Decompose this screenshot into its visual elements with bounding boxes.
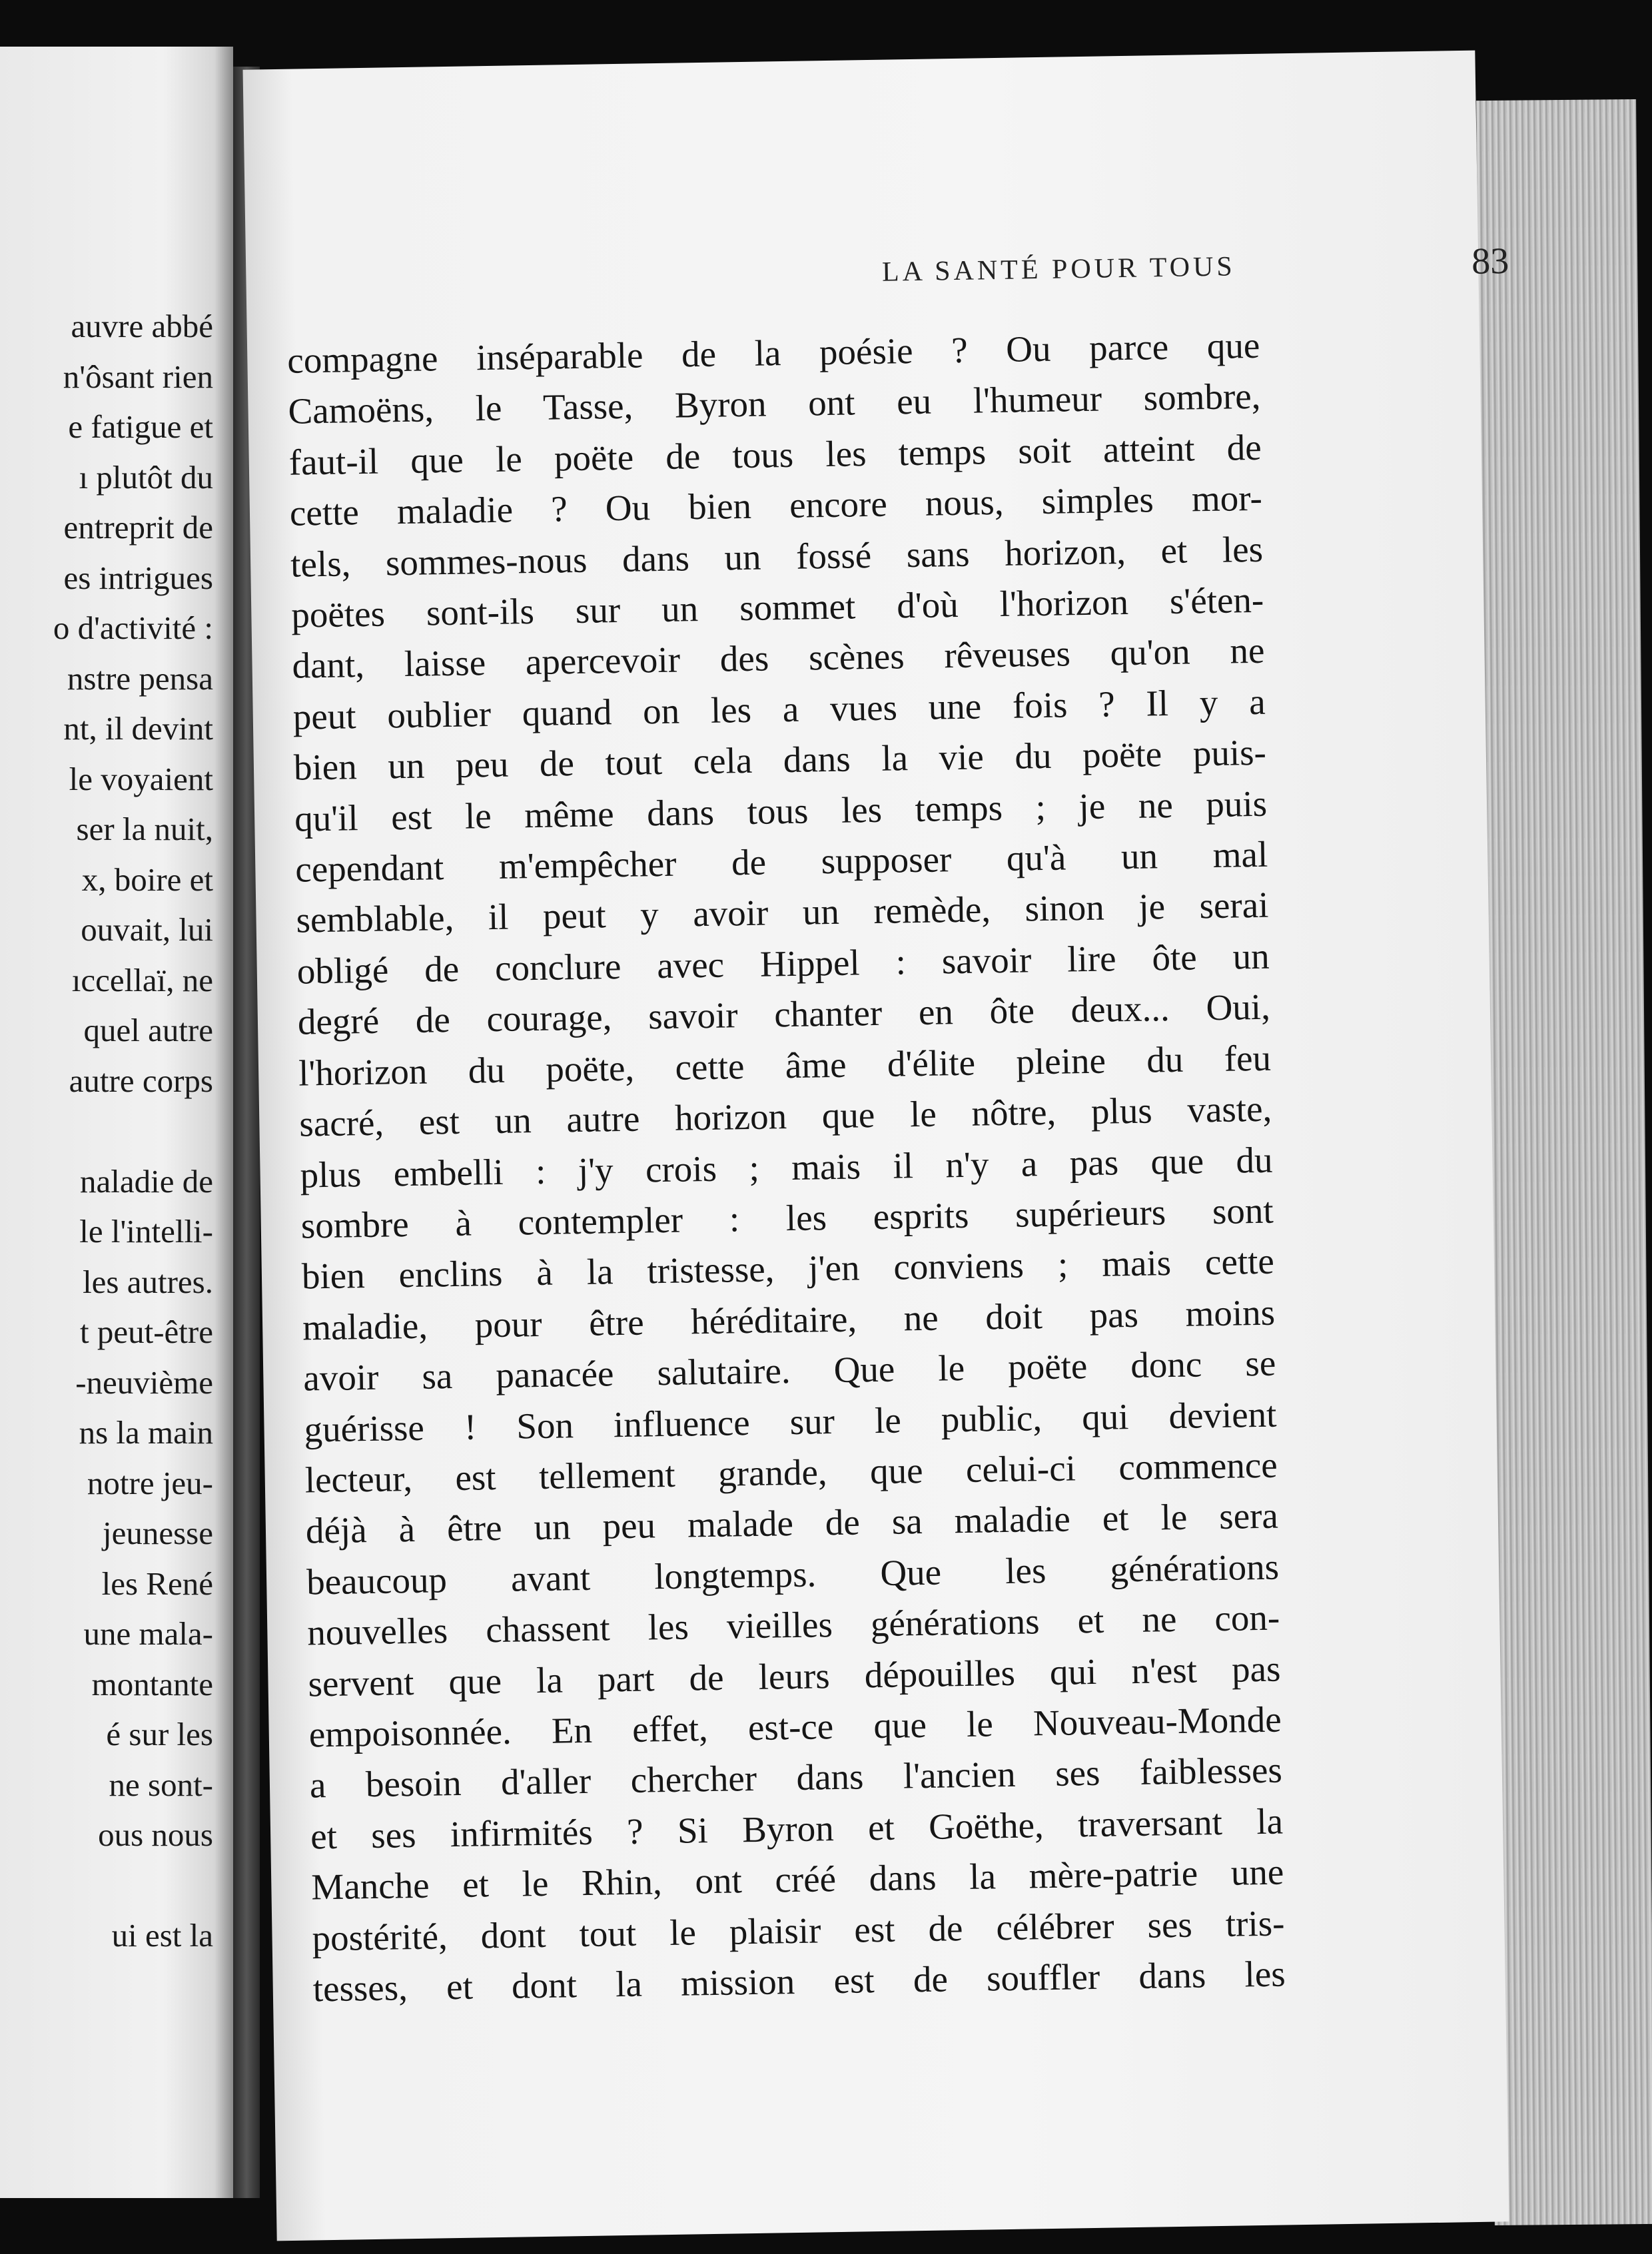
previous-page-line: nt, il devint [63,710,213,747]
previous-page-line: les autres. [83,1263,213,1300]
running-head: LA SANTÉ POUR TOUS [881,251,1236,288]
text-line: dant, laisse apercevoir des scènes rêveuses qu'on ne [292,630,1265,687]
previous-page-line: ıccellaï, ne [71,961,213,998]
previous-page-line: é sur les [106,1716,213,1752]
previous-page-line: n'ôsant rien [63,358,213,395]
text-line: Manche et le Rhin, ont créé dans la mère-patrie une [310,1851,1284,1908]
text-line: compagne inséparable de la poésie ? Ou parce que [286,324,1260,381]
text-line: cette maladie ? Ou bien encore nous, simples mor- [289,477,1263,534]
text-line: lecteur, est tellement grande, que celui-ci commence [304,1444,1278,1501]
previous-page-line: ı plutôt du [79,458,213,496]
previous-page-line: quel autre [83,1012,213,1048]
text-line: bien enclins à la tristesse, j'en conviens ; mais cette [301,1240,1275,1297]
previous-page-line: ne sont- [109,1766,213,1803]
previous-page-line: t peut-être [80,1314,213,1350]
text-line: plus embelli : j'y crois ; mais il n'y a pas que du [300,1139,1273,1196]
text-line: beaucoup avant longtemps. Que les générations [306,1546,1280,1603]
text-line: degré de courage, savoir chanter en ôte deux... Oui, [297,986,1271,1042]
text-line: postérité, dont tout le plaisir est de célébrer ses tris- [312,1902,1285,1959]
body-text [287,320,1286,2015]
previous-page [0,47,233,2198]
text-line: sombre à contempler : les esprits supérieurs sont [300,1190,1274,1246]
text-line: Camoëns, le Tasse, Byron ont eu l'humeur sombre, [288,376,1261,432]
previous-page-line: auvre abbé [71,308,213,344]
text-line: déjà à être un peu malade de sa maladie et le sera [305,1495,1279,1551]
previous-page-line: nstre pensa [67,659,213,697]
text-line: empoisonnée. En effet, est-ce que le Nouveau-Monde [308,1698,1282,1755]
text-line: obligé de conclure avec Hippel : savoir lire ôte un [296,935,1270,992]
text-line: et ses infirmités ? Si Byron et Goëthe, traversant la [310,1800,1284,1857]
previous-page-line: montante [91,1665,213,1702]
previous-page-line: le l'intelli- [79,1213,213,1250]
text-line: avoir sa panacée salutaire. Que le poëte donc se [302,1342,1276,1399]
previous-page-line: notre jeu- [87,1464,213,1501]
previous-page-line: es intrigues [63,559,213,596]
book-page [243,51,1509,2241]
text-line: semblable, il peut y avoir un remède, sinon je serai [296,885,1269,941]
text-line: l'horizon du poëte, cette âme d'élite pleine du feu [298,1037,1272,1094]
text-line: peut oublier quand on les a vues une fois ? Il y a [292,681,1266,737]
previous-page-line: ns la main [79,1414,213,1451]
previous-page-line: une mala- [83,1615,213,1652]
page-number: 83 [1471,240,1509,282]
text-line: nouvelles chassent les vieilles générations et ne con- [306,1597,1280,1653]
text-line: maladie, pour être héréditaire, ne doit pas moins [302,1292,1276,1348]
previous-page-line: ser la nuit, [76,811,213,847]
previous-page-line: autre corps [69,1062,213,1099]
previous-page-line: e fatigue et [68,408,213,445]
text-line: faut-il que le poëte de tous les temps soit atteint de [288,426,1262,483]
previous-page-line: ui est la [111,1917,213,1954]
previous-page-line: ous nous [98,1816,213,1853]
text-line: qu'il est le même dans tous les temps ; je ne puis [294,783,1268,839]
previous-page-line: -neuvième [75,1363,213,1401]
text-line: poëtes sont-ils sur un sommet d'où l'horizon s'éten- [290,579,1264,635]
text-line: cependant m'empêcher de supposer qu'à un mal [294,833,1268,890]
previous-page-line: o d'activité : [53,609,213,646]
text-line: bien un peu de tout cela dans la vie du poëte puis- [293,731,1267,788]
previous-page-line: entreprit de [63,509,213,546]
previous-page-line: naladie de [80,1162,213,1200]
text-line: tesses, et dont la mission est de souffler dans les [312,1953,1286,2010]
text-line: guérisse ! Son influence sur le public, qui devient [304,1393,1277,1450]
text-line: servent que la part de leurs dépouilles qui n'est pas [308,1648,1281,1704]
previous-page-line: ouvait, lui [81,911,213,948]
previous-page-line: x, boire et [81,861,213,898]
text-line: a besoin d'aller chercher dans l'ancien ses faiblesses [309,1749,1283,1806]
text-line: tels, sommes-nous dans un fossé sans horizon, et les [290,528,1264,585]
previous-page-line: les René [101,1565,213,1602]
previous-page-line: le voyaient [69,760,213,797]
previous-page-line: jeunesse [103,1515,213,1551]
text-line: sacré, est un autre horizon que le nôtre, plus vaste, [298,1088,1272,1144]
